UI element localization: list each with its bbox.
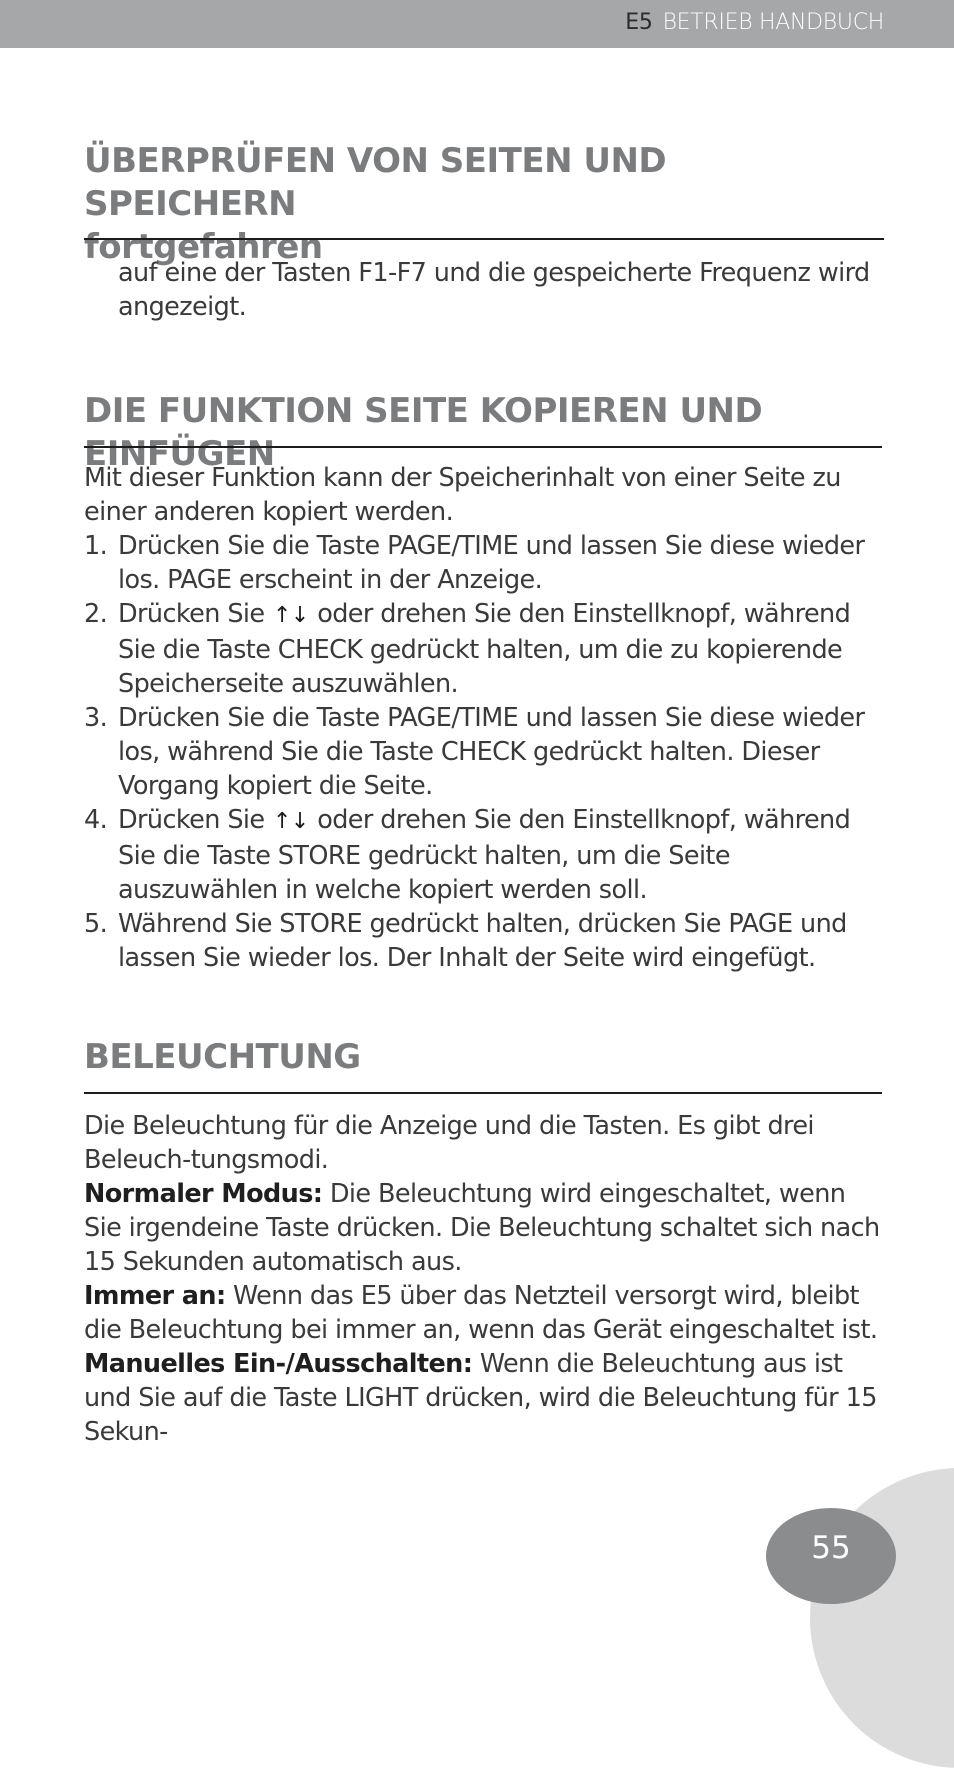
step-text: Während Sie STORE gedrückt halten, drücken Sie PAGE und lassen Sie wieder los. Der Inhalt der Seite wird eingefügt. [118, 909, 847, 973]
copy-section-body [84, 461, 884, 975]
copy-step-5 [84, 907, 884, 975]
header-model: E5 [625, 10, 653, 35]
section-title-check-line1: ÜBERPRÜFEN VON SEITEN UND SPEICHERN [84, 141, 667, 224]
step-text-before: Drücken Sie [118, 805, 265, 835]
step-number: 1. [84, 531, 108, 561]
step-text: Drücken Sie die Taste PAGE/TIME und lassen Sie diese wieder los, während Sie die Taste CHECK gedrückt halten. Dieser Vorgang kopiert die Seite. [118, 703, 865, 801]
running-header [625, 10, 884, 35]
lighting-mode-normal [84, 1177, 884, 1279]
mode-description: Die Beleuchtung wird eingeschaltet, wenn Sie irgendeine Taste drücken. Die Beleuchtung schaltet sich nach 15 Sekunden automatisch aus. [84, 1179, 880, 1277]
step-text-before: Drücken Sie [118, 599, 265, 629]
copy-step-1 [84, 529, 884, 597]
step-number: 3. [84, 703, 108, 733]
step-text-after: oder drehen Sie den Einstellknopf, während Sie die Taste STORE gedrückt halten, um die Seite auszuwählen in welche kopiert werden soll. [118, 805, 851, 905]
copy-step-3 [84, 701, 884, 803]
step-text-after: oder drehen Sie den Einstellknopf, während Sie die Taste CHECK gedrückt halten, um die zu kopierende Speicherseite auszuwählen. [118, 599, 851, 699]
lighting-mode-always-on [84, 1279, 884, 1347]
mode-description: Wenn das E5 über das Netzteil versorgt wird, bleibt die Beleuchtung bei immer an, wenn das Gerät eingeschaltet ist. [84, 1281, 878, 1345]
section-title-copy: DIE FUNKTION SEITE KOPIEREN UND EINFÜGEN [84, 391, 763, 474]
copy-step-4 [84, 803, 884, 907]
up-down-arrows-icon: ↑↓ [273, 603, 309, 628]
section-rule-copy [84, 446, 882, 448]
header-bar [0, 0, 954, 48]
step-number: 2. [84, 599, 108, 629]
section-title-check [84, 140, 884, 269]
page-number: 55 [811, 1530, 851, 1566]
copy-steps-list [84, 529, 884, 975]
lighting-section-body [84, 1109, 884, 1449]
up-down-arrows-icon: ↑↓ [273, 809, 309, 834]
step-number: 5. [84, 909, 108, 939]
lighting-mode-manual [84, 1347, 884, 1449]
header-title: BETRIEB HANDBUCH [662, 10, 884, 35]
section-title-lighting: BELEUCHTUNG [84, 1037, 361, 1077]
mode-description: Wenn die Beleuchtung aus ist und Sie auf die Taste LIGHT drücken, wird die Beleuchtung für 15 Sekun- [84, 1349, 877, 1447]
mode-label: Normaler Modus: [84, 1179, 323, 1209]
section-rule-check [84, 238, 884, 240]
check-paragraph: auf eine der Tasten F1-F7 und die gespeicherte Frequenz wird angezeigt. [118, 258, 870, 322]
copy-step-2 [84, 597, 884, 701]
step-number: 4. [84, 805, 108, 835]
lighting-intro: Die Beleuchtung für die Anzeige und die Tasten. Es gibt drei Beleuch-tungsmodi. [84, 1111, 814, 1175]
mode-label: Immer an: [84, 1281, 226, 1311]
section-rule-lighting [84, 1092, 882, 1094]
copy-intro: Mit dieser Funktion kann der Speicherinhalt von einer Seite zu einer anderen kopiert werden. [84, 463, 841, 527]
section-title-check-line2: fortgefahren [84, 227, 323, 267]
mode-label: Manuelles Ein-/Ausschalten: [84, 1349, 473, 1379]
step-text: Drücken Sie die Taste PAGE/TIME und lassen Sie diese wieder los. PAGE erscheint in der Anzeige. [118, 531, 865, 595]
